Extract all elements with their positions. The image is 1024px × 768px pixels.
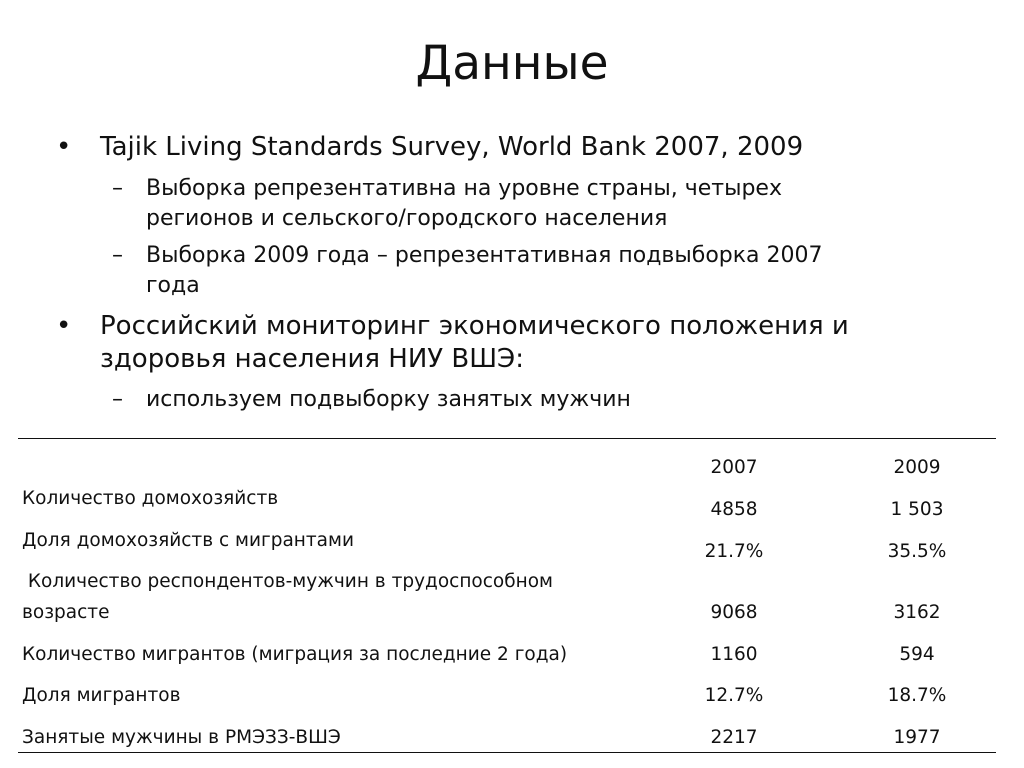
bullet-marker: • [56,311,72,341]
bullet-text-line1: Российский мониторинг экономического положения и [100,311,849,341]
bullet-rlms [56,310,960,376]
row-value-2007: 21.7% [704,541,764,562]
sub-bullet-sample-2009 [112,241,946,301]
table-header-2009: 2009 [893,457,941,478]
row-label: Количество мигрантов (миграция за последние 2 года) [22,644,568,665]
row-value-2007: 4858 [710,499,758,520]
bullet-tlss [56,131,960,164]
bullet-text-line2: здоровья населения НИУ ВШЭ: [100,344,524,374]
row-value-2009: 1977 [893,727,941,748]
row-label: Доля домохозяйств с мигрантами [22,530,354,551]
sub-bullet-text: используем подвыборку занятых мужчин [146,387,631,412]
row-label: Количество домохозяйств [22,488,279,509]
row-value-2009: 1 503 [890,499,944,520]
row-label: Занятые мужчины в РМЭЗЗ-ВШЭ [22,727,341,748]
row-label-line1: Количество респондентов-мужчин в трудоспособном [22,571,554,592]
row-value-2007: 9068 [710,602,758,623]
sub-bullet-marker: – [112,243,123,268]
row-label: Доля мигрантов [22,685,181,706]
sub-bullet-text-line2: года [146,273,200,298]
sub-bullet-text-line1: Выборка репрезентативна на уровне страны, четырех [146,176,782,201]
row-value-2007: 12.7% [704,685,764,706]
row-label-line2: возрасте [22,602,110,623]
row-value-2009: 35.5% [887,541,947,562]
sub-bullet-text-line2: регионов и сельского/городского населения [146,206,668,231]
sub-bullet-marker: – [112,387,123,412]
bullet-text: Tajik Living Standards Survey, World Bank 2007, 2009 [100,132,804,162]
bullet-marker: • [56,132,72,162]
sub-bullet-marker: – [112,176,123,201]
row-value-2009: 18.7% [887,685,947,706]
table-header-2007: 2007 [710,457,758,478]
slide-title: Данные [415,36,609,91]
sub-bullet-text-line1: Выборка 2009 года – репрезентативная подвыборка 2007 [146,243,823,268]
row-value-2007: 1160 [710,644,758,665]
data-table [18,438,996,753]
sub-bullet-sample-representative [112,174,946,234]
row-value-2009: 594 [899,644,935,665]
row-value-2009: 3162 [893,602,941,623]
sub-bullet-employed-men [112,385,946,415]
row-value-2007: 2217 [710,727,758,748]
